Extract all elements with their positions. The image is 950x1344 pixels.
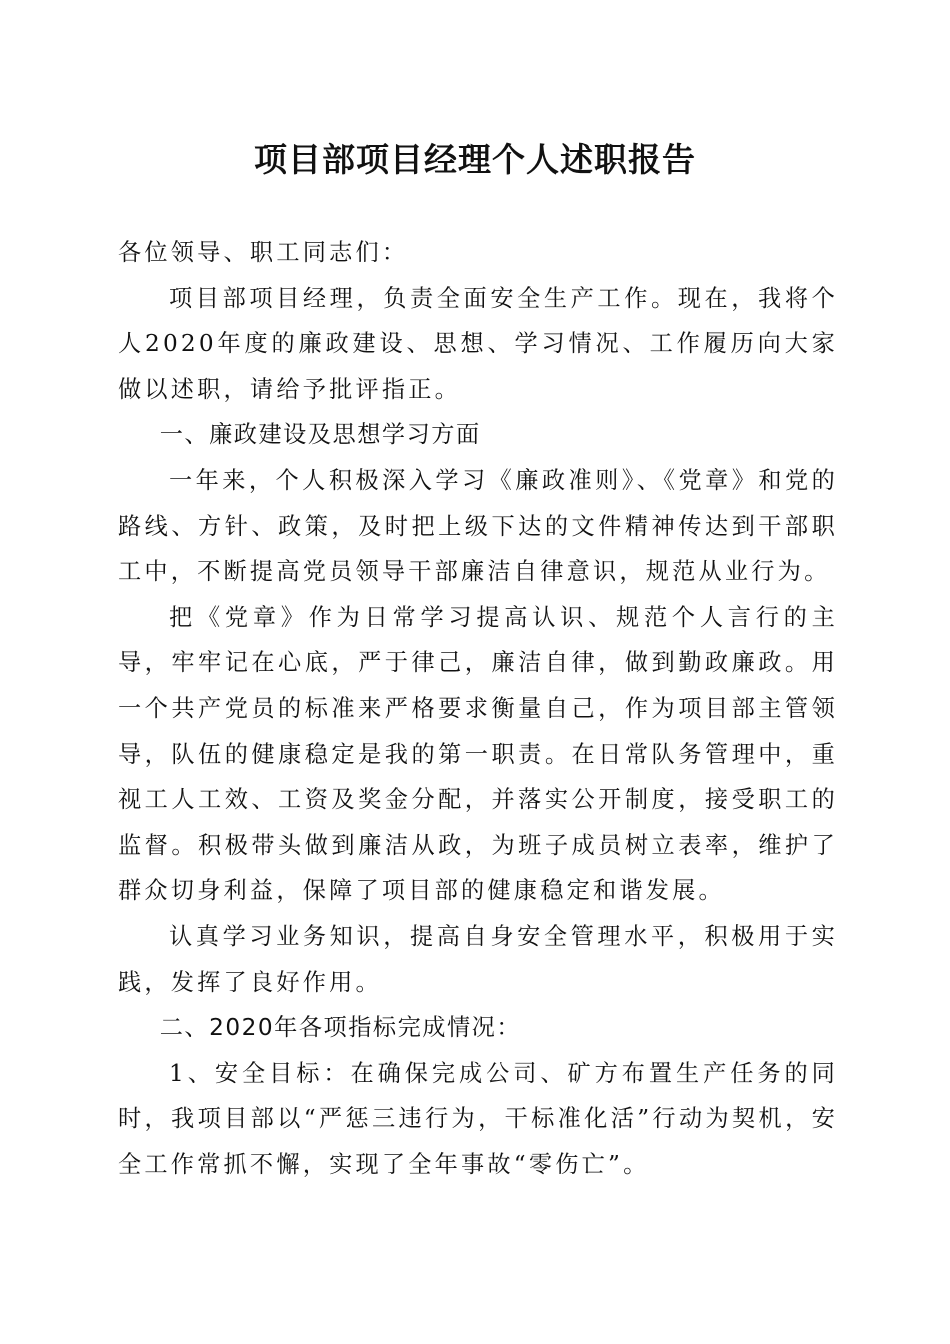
section-heading-1: 一、廉政建设及思想学习方面 (159, 421, 481, 449)
document-title: 项目部项目经理个人述职报告 (254, 140, 696, 179)
intro-paragraph: 项目部项目经理，负责全面安全生产工作。现在，我将个人2020年度的廉政建设、思想、学习情况、工作履历向大家做以述职，请给予批评指正。 (118, 284, 838, 403)
document-body (118, 230, 838, 1187)
salutation: 各位领导、职工同志们： (118, 239, 409, 266)
section1-paragraph-1: 一年来，个人积极深入学习《廉政准则》、《党章》和党的路线、方针、政策，及时把上级下达的文件精神传达到干部职工中，不断提高党员领导干部廉洁自律意识，规范从业行为。 (118, 466, 838, 586)
section2-paragraph-1: 1、安全目标：在确保完成公司、矿方布置生产任务的同时，我项目部以“严惩三违行为，干标准化活”行动为契机，安全工作常抓不懈，实现了全年事故“零伤亡”。 (118, 1059, 838, 1178)
section-heading-2: 二、2020年各项指标完成情况： (159, 1014, 522, 1042)
section1-paragraph-2: 把《党章》作为日常学习提高认识、规范个人言行的主导，牢牢记在心底，严于律己，廉洁自律，做到勤政廉政。用一个共产党员的标准来严格要求衡量自己，作为项目部主管领导，队伍的健康稳定是我的第一职责。在日常队务管理中，重视工人工效、工资及奖金分配，并落实公开制度，接受职工的监督。积极带头做到廉洁从政，为班子成员树立表率，维护了群众切身利益，保障了项目部的健康稳定和谐发展。 (118, 603, 838, 905)
section1-paragraph-3: 认真学习业务知识，提高自身安全管理水平，积极用于实践，发挥了良好作用。 (118, 922, 838, 996)
